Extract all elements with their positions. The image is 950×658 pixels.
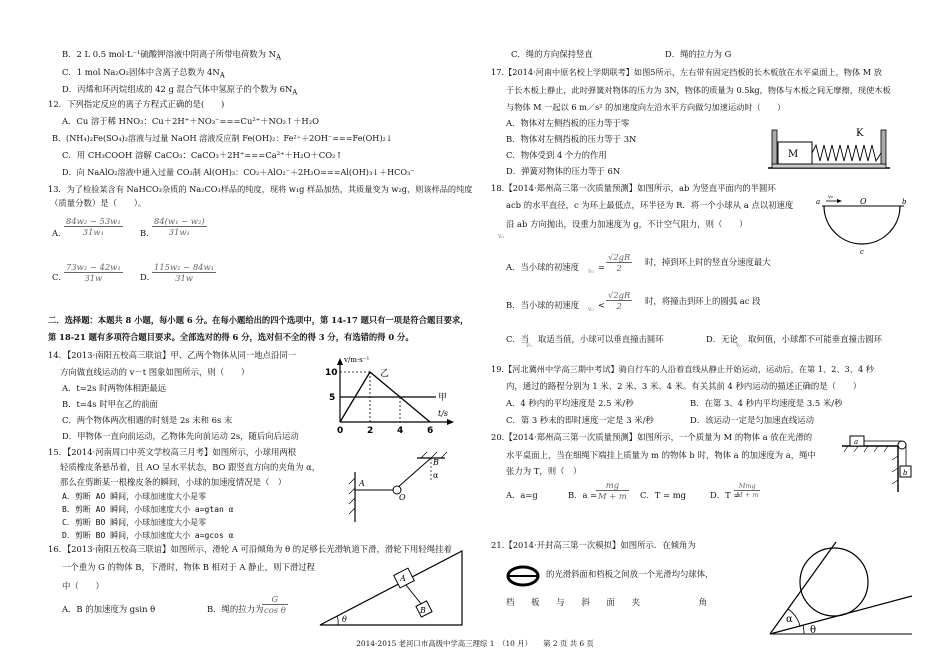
q18-option-b-rel: < (598, 300, 606, 310)
q20-stem-cont2: 张力为 T，则（ ） (506, 466, 582, 476)
ball (800, 548, 868, 616)
q18-option-d-post: 取何值，小球都不可能垂直撞击圆环 (748, 334, 882, 344)
q21-ball-incline-figure (764, 538, 914, 638)
q18-option-b-pre: B．当小球的初速度 (506, 300, 580, 310)
series-yi-label: 乙 (380, 369, 390, 379)
q13-stem: 13．为了检验某含有 NaHCO₃杂质的 Na₂CO₃样品的纯度，现将 w₁g 样品加热，其质量变为 w₂g，则该样品的纯度 (48, 184, 473, 194)
tick-x-2: 2 (367, 426, 374, 436)
svg-text:α: α (433, 471, 439, 480)
svg-text:α: α (786, 614, 793, 625)
q20-option-d-fraction: Mmg M + m (736, 482, 759, 499)
svg-text:v₀: v₀ (828, 194, 833, 200)
q12-option-b: B．(NH₄)₂Fe(SO₄)₂溶液与过量 NaOH 溶液反应制 Fe(OH)₂：Fe²⁺＋2OH⁻===Fe(OH)₂↓ (52, 133, 393, 143)
theta-symbol-icon (506, 565, 540, 587)
svg-text:O: O (399, 493, 406, 502)
q20-stem-cont: 水平桌面上，当在细绳下端挂上质量为 m 的物体 b 时，物体 a 的加速度为 a，绳中 (506, 450, 816, 460)
q14-vt-graph (318, 356, 458, 436)
q14-option-a: A．t=2s 时两物体相距最远 (62, 383, 167, 393)
section-2-heading-cont: 第 18-21 题有多项符合题目要求。全部选对的得 6 分，选对但不全的得 3 分，有选错的得 0 分。 (48, 332, 414, 342)
svg-text:θ: θ (810, 625, 817, 636)
q17-option-a: A．物体对左侧挡板的压力等于零 (506, 118, 630, 128)
q19-stem-cont: 内，通过的路程分别为 1 米、2 米、3 米、4 米。有关其前 4 秒内运动的描述正确的是（ ） (506, 381, 862, 391)
q17-option-c: C．物体受到 4 个力的作用 (506, 150, 607, 160)
svg-text:O: O (860, 197, 867, 206)
svg-text:A: A (400, 574, 406, 583)
q14-option-b: B．t=4s 时甲在乙的前面 (62, 399, 158, 409)
q20-table-pulley-figure (842, 430, 912, 492)
y-axis-label: v/m·s⁻¹ (344, 356, 370, 364)
q11-option-b: B．2 L 0.5 mol·L⁻¹硫酸钾溶液中阴离子所带电荷数为 $N_A$ (62, 49, 282, 62)
q18-v0: v₀ (498, 233, 504, 240)
svg-text:a: a (854, 438, 859, 446)
q15-rubber-band-figure (347, 450, 447, 522)
q16-incline-pulley-figure (316, 545, 464, 627)
q16-stem-cont2: 中（ ） (62, 581, 104, 591)
q19-option-a: A．4 秒内的平均速度是 2.5 米/秒 (506, 398, 634, 408)
q13-option-c-fraction: $\frac{\text{73w₂ − 42w₁}}{31w}$ (66, 262, 121, 283)
q15-option-b: B．剪断 AO 瞬间，小球加速度大小 a=gtan α (62, 505, 234, 514)
q14-option-c: C．两个物体两次相遇的时刻是 2s 末和 6s 末 (62, 415, 233, 425)
q14-stem: 14．【2013·南阳五校高三联谊】甲、乙两个物体从同一地点沿同一 (48, 350, 297, 360)
page-footer: 2014-2015 老河口市高级中学高三理综 1 （10 月） 第 2 页 共 6 页 (356, 639, 594, 648)
q15-option-a: A．剪断 AO 瞬间，小球加速度大小是零 (62, 492, 207, 501)
q18-option-c-post: 取适当值，小球可以垂直撞击圆环 (538, 334, 664, 344)
q13-option-c-label: C． (52, 272, 67, 282)
q17-spring-board-figure (768, 120, 890, 170)
q19-stem: 19.【河北冀州中学高三期中考试】骑自行车的人沿着直线从静止开始运动，运动后，在第 1、2、3、4 秒 (491, 364, 874, 374)
q16-option-a: A．B 的加速度为 gsin θ (62, 604, 156, 614)
q14-stem-cont: 方向做直线运动的 v－t 图象如图所示，则（ ） (60, 367, 250, 377)
q19-option-b: B．在第 3、4 秒内平均速度是 3.5 米/秒 (690, 398, 843, 408)
q15-option-c: C．剪断 BO 瞬间，小球加速度大小是零 (62, 518, 207, 527)
svg-text:a: a (816, 198, 821, 206)
q16-option-c: C．绳的方向保持竖直 (511, 49, 593, 59)
q18-option-a-v0: v₀ (588, 268, 594, 275)
q20-option-b-fraction: $\frac{mg}{M + m}$ (598, 480, 627, 501)
q18-option-b-v0: v₀ (588, 306, 594, 313)
q17-option-d: D．弹簧对物体的压力等于 6N (506, 166, 621, 176)
q18-stem: 18.【2014·郑州高三第一次质量预测】如图所示，ab 为竖直平面内的半圆环 (491, 183, 776, 193)
q15-stem-cont2: 那么在剪断某一根橡皮条的瞬间，小球的加速度情况是（ ） (60, 477, 287, 487)
q16-stem-cont: 一个重为 G 的物体 B，下滑时，物体 B 相对于 A 静止，则下滑过程 (62, 562, 316, 572)
q13-option-d-label: D． (140, 272, 156, 282)
q11-option-d: D．丙烯和环丙烷组成的 42 g 混合气体中氢原子的个数为 $6N_A$ (62, 84, 298, 97)
q15-stem: 15．【2014·河南周口中英文学校高三月考】如图所示，小球用两根 (48, 447, 297, 457)
q15-stem-cont: 轻质橡皮条悬吊着，且 AO 呈水平状态，BO 跟竖直方向的夹角为 α， (60, 462, 321, 472)
q14-option-d: D．甲物体一直向前运动，乙物体先向前运动 2s，随后向后运动 (62, 431, 299, 441)
svg-text:A: A (359, 479, 365, 488)
q15-option-d: D．剪断 BO 瞬间，小球加速度大小 a=gcos α (62, 531, 234, 540)
q12-option-c: C．用 CH₃COOH 溶解 CaCO₃：CaCO₃＋2H⁺===Ca²⁺＋H₂O＋CO₂↑ (62, 150, 343, 160)
q18-stem-cont2: 沿 ab 方向抛出，设重力加速度为 g，不计空气阻力，则（ ） (506, 219, 748, 229)
q13-stem-cont: （质量分数）是（ ）。 (50, 198, 147, 208)
q17-option-b: B．物体对左侧挡板的压力等于 3N (506, 134, 637, 144)
svg-text:b: b (902, 198, 907, 206)
q18-option-a-post: 时，掉到环上时的竖直分速度最大 (645, 257, 771, 267)
q13-option-a-label: A． (52, 228, 67, 238)
q18-option-a-pre: A．当小球的初速度 (506, 262, 580, 272)
q16-stem: 16．【2013·南阳五校高三联谊】如图所示，滑轮 A 可沿倾角为 θ 的足够长光滑轨道下滑，滑轮下用轻绳挂着 (48, 544, 452, 554)
q13-option-b-label: B． (140, 228, 155, 238)
section-2-heading: 二．选择题：本题共 8 小题，每小题 6 分。在每小题给出的四个选项中，第 14-17 题只有一项是符合题目要求， (48, 315, 469, 325)
series-jia-label: 甲 (438, 393, 448, 403)
q18-option-d: D．无论 (706, 334, 738, 344)
svg-text:B: B (420, 606, 426, 615)
q20-option-d-label: D．T = (710, 490, 741, 500)
q13-option-a-fraction: $\frac{\text{84w₂ − 53w₁}}{\text{31w₁}}$ (66, 216, 121, 237)
q16-option-b-label: B．绳的拉力为 (207, 604, 264, 614)
q18-option-c-v0: v₀ (526, 342, 532, 349)
svg-text:K: K (856, 128, 864, 139)
q12-stem: 12．下列指定反应的离子方程式正确的是( ) (48, 99, 225, 109)
q18-option-d-v0: v₀ (736, 342, 742, 349)
svg-text:M: M (788, 149, 799, 160)
q18-option-a-fraction: $\frac{√2gR}{2}$ (608, 252, 631, 273)
svg-text:θ: θ (342, 615, 347, 624)
q12-option-a: A．Cu 溶于稀 HNO₃：Cu＋2H⁺＋NO₃⁻===Cu²⁺＋NO₂↑＋H₂O (62, 116, 319, 126)
q19-option-d: D．该运动一定是匀加速直线运动 (690, 415, 814, 425)
q19-option-c: C．第 3 秒末的即时速度一定是 3 米/秒 (506, 415, 654, 425)
svg-text:b: b (903, 469, 908, 477)
q21-stem-cont2: 档 板 与 斜 面 夹 角 (506, 597, 707, 607)
q18-option-b-post: 时，将撞击到环上的圆弧 ac 段 (645, 296, 761, 306)
q18-stem-cont: acb 的水平直径，c 为环上最低点，环半径为 R．将一个小球从 a 点以初速度 (506, 200, 794, 210)
q16-option-d: D．绳的拉力为 G (665, 49, 732, 59)
q18-option-a-rel: = (598, 262, 606, 272)
q20-option-c: C．T = mg (640, 490, 687, 500)
x-axis-label: t/s (438, 409, 449, 418)
q13-option-b-fraction: $\frac{\text{84(w₁ − w₂)}}{\text{31w₁}}$ (154, 216, 205, 237)
tick-y-5: 5 (329, 393, 336, 403)
tick-x-4: 4 (397, 426, 404, 436)
q17-stem-cont: 于长木板上静止，此时弹簧对物体的压力为 3N，物体的质量为 0.5kg，物体与木板之间无摩擦，现使木板 (506, 85, 891, 95)
q18-option-c: C．当 (506, 334, 530, 344)
q16-option-b-fraction: $\frac{G}{\text{cos θ}}$ (264, 594, 286, 615)
tick-x-6: 6 (427, 426, 434, 436)
tick-x-0: 0 (337, 426, 344, 436)
q18-semicircle-figure (812, 196, 912, 256)
q17-stem-cont2: 与物体 M 一起以 6 m／s² 的加速度向左沿水平方向做匀加速运动时（ ） (506, 102, 786, 112)
tick-y-10: 10 (325, 368, 338, 378)
q12-option-d: D．向 NaAlO₂溶液中通入过量 CO₂制 Al(OH)₃：CO₂＋AlO₂⁻＋2H₂O===Al(OH)₃↓＋HCO₃⁻ (62, 167, 415, 177)
q13-option-d-fraction: $\frac{\text{115w₂ − 84w₁}}{31w}$ (154, 262, 215, 283)
q20-stem: 20.【2014·郑州高三第一次质量预测】如图所示，一个质量为 M 的物体 a 放在光滑的 (491, 432, 813, 442)
q11-option-c: C．1 mol Na₂O₂固体中含离子总数为 $4N_A$ (62, 67, 225, 80)
pulley (898, 441, 906, 449)
spring (812, 145, 881, 161)
q21-stem-cont: 的光滑斜面和档板之间放一个光滑均匀球体， (546, 569, 714, 579)
svg-text:B: B (433, 458, 439, 467)
q17-stem: 17.【2014·河南中原名校上学期联考】如图5所示，左右带有固定挡板的长木板放在水平桌面上，物体 M 放 (491, 67, 882, 77)
q21-stem: 21.【2014·开封高三第一次模拟】如图所示．在倾角为 (491, 540, 696, 550)
q18-option-b-fraction: $\frac{√2gR}{2}$ (608, 290, 631, 311)
svg-text:c: c (860, 248, 864, 256)
q20-option-b-label: B．a = (568, 490, 598, 500)
q20-option-a: A．a=g (506, 490, 538, 500)
